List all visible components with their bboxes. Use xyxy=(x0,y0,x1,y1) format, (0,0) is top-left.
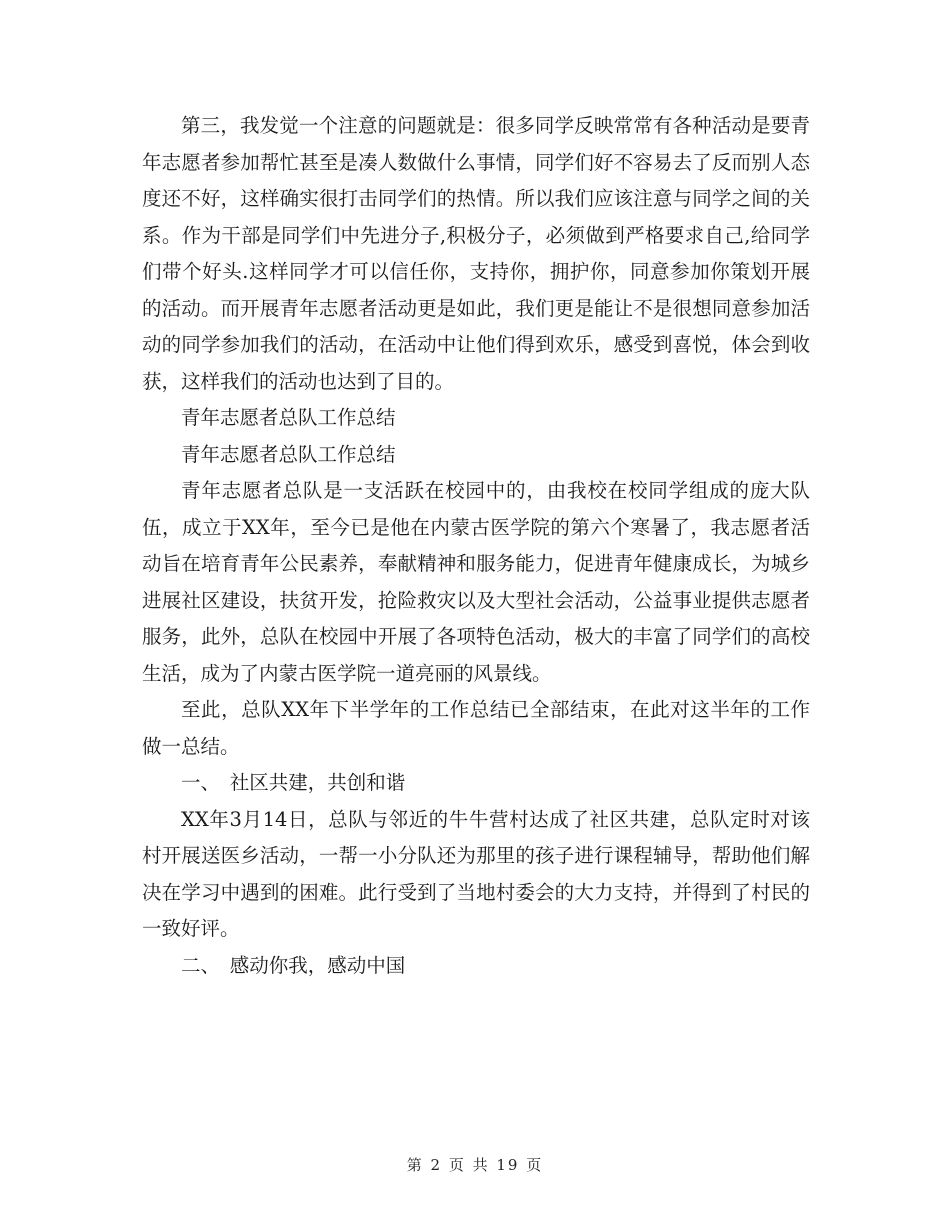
page-footer: 第 2 页 共 19 页 xyxy=(406,1156,544,1174)
document-body xyxy=(142,108,810,984)
heading-2: 二、 感动你我，感动中国 xyxy=(181,953,406,977)
section-title: 青年志愿者总队工作总结 xyxy=(181,406,396,429)
paragraph-intro: 青年志愿者总队是一支活跃在校园中的，由我校在校同学组成的庞大队伍，成立于XX年，至今已是他在内蒙古医学院的第六个寒暑了，我志愿者活动旨在培育青年公民素养，奉献精神和服务能力，促进青年健康成长，为城乡进展社区建设，扶贫开发，抢险救灾以及大型社会活动，公益事业提供志愿者服务，此外，总队在校园中开展了各项特色活动，极大的丰富了同学们的高校生活，成为了内蒙古医学院一道亮丽的风景线。 xyxy=(142,479,810,685)
paragraph-1: 第三，我发觉一个注意的问题就是：很多同学反映常常有各种活动是要青年志愿者参加帮忙甚至是凑人数做什么事情，同学们好不容易去了反而别人态度还不好，这样确实很打击同学们的热情。所以我们应该注意与同学之间的关系。作为干部是同学们中先进分子,积极分子，必须做到严格要求自己,给同学们带个好头.这样同学才可以信任你，支持你，拥护你，同意参加你策划开展的活动。而开展青年志愿者活动更是如此，我们更是能让不是很想同意参加活动的同学参加我们的活动，在活动中让他们得到欢乐，感受到喜悦，体会到收获，这样我们的活动也达到了目的。 xyxy=(142,114,810,393)
document-title: 青年志愿者总队工作总结 xyxy=(181,442,396,466)
paragraph-summary: 至此，总队XX年下半学年的工作总结已全部结束，在此对这半年的工作做一总结。 xyxy=(142,698,810,758)
heading-1: 一、 社区共建，共创和谐 xyxy=(181,771,406,794)
paragraph-community: XX年3月14日，总队与邻近的牛牛营村达成了社区共建，总队定时对该村开展送医乡活动，一帮一小分队还为那里的孩子进行课程辅导，帮助他们解决在学习中遇到的困难。此行受到了当地村委会的大力支持，并得到了村民的一致好评。 xyxy=(142,807,810,940)
